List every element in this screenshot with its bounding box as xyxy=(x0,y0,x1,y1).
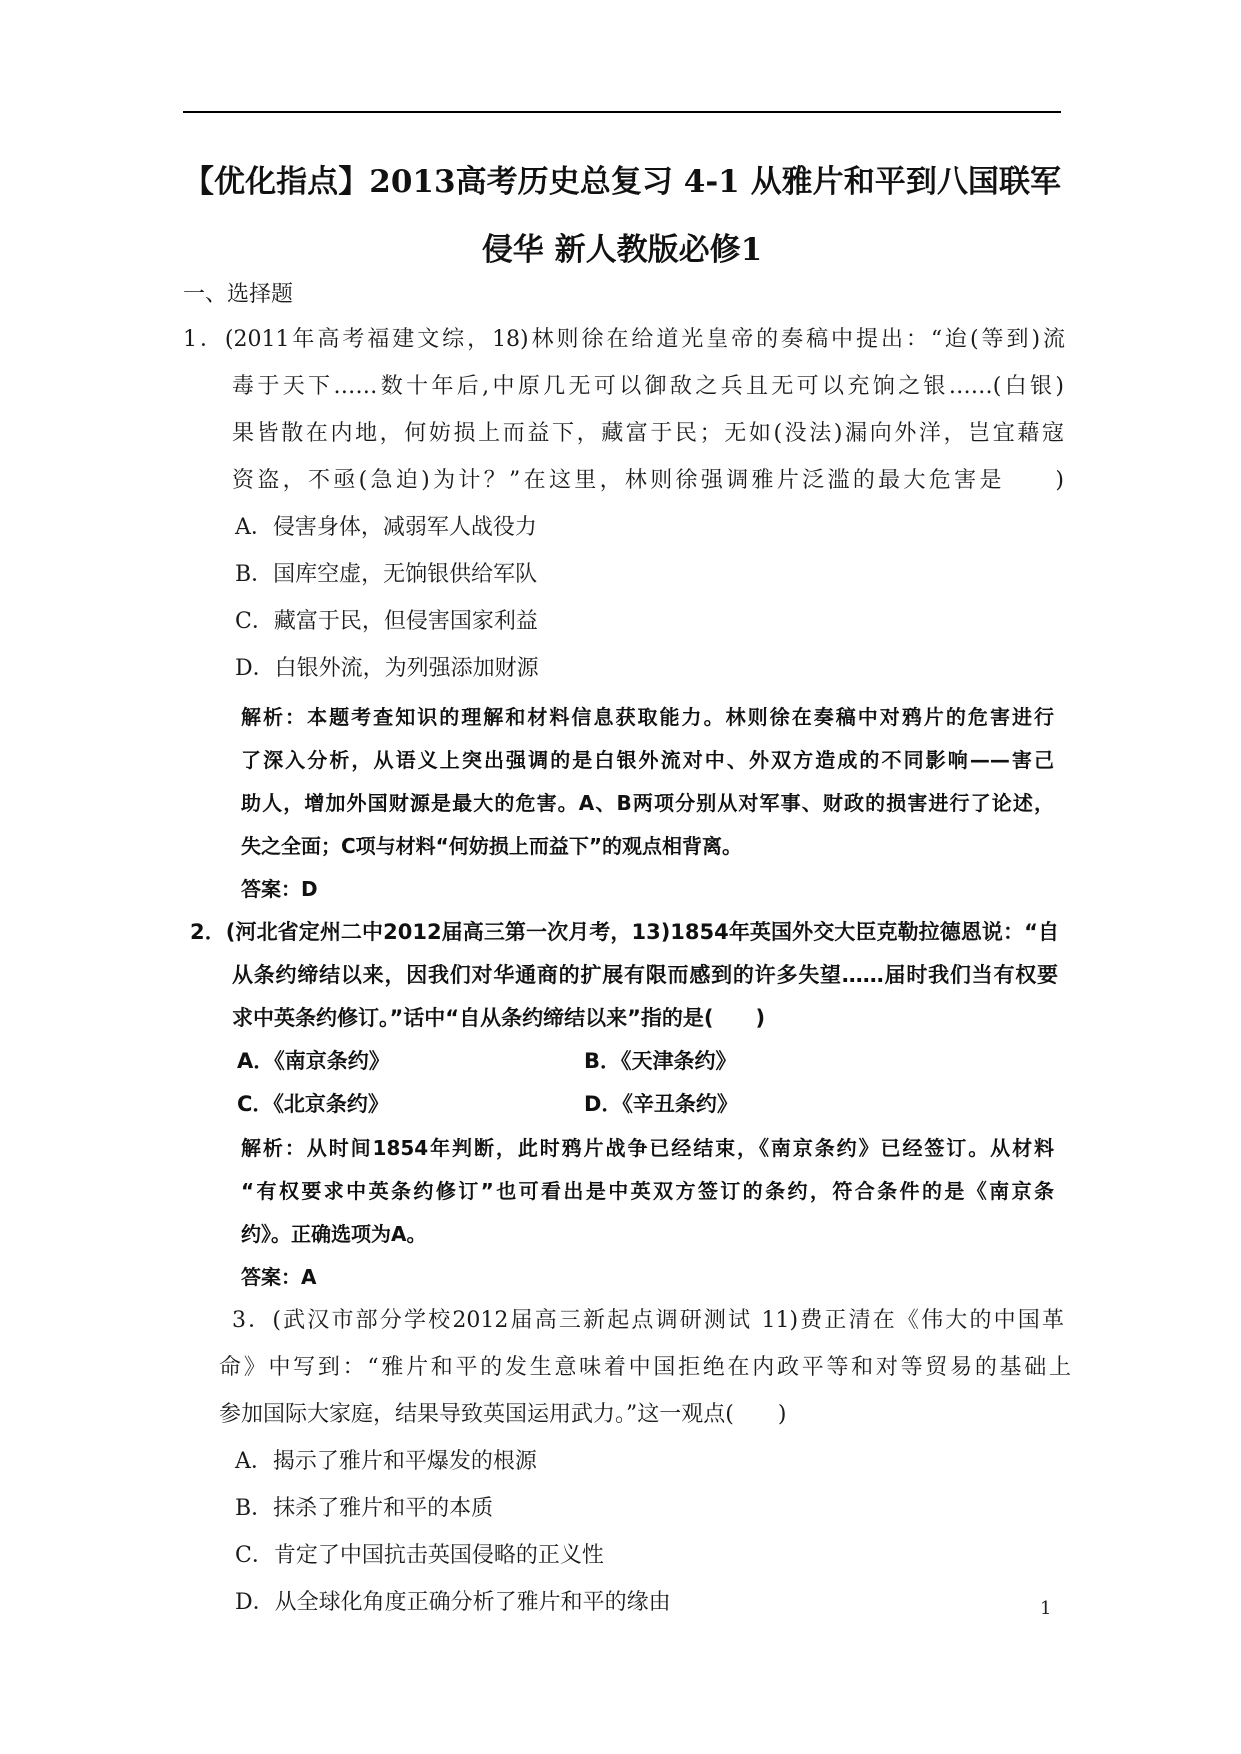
analysis-line: 失之全面；C项与材料“何妨损上而益下”的观点相背离。 xyxy=(241,834,742,858)
question-text-line: 2．(河北省定州二中2012届高三第一次月考，13)1854年英国外交大臣克勒拉德恩说：“自 xyxy=(190,920,1059,944)
analysis-line: “有权要求中英条约修订”也可看出是中英双方签订的条约，符合条件的是《南京条 xyxy=(241,1179,1054,1203)
question-text-line: 1．(2011年高考福建文综，18)林则徐在给道光皇帝的奏稿中提出：“迨(等到)流 xyxy=(183,327,1065,352)
option-a: A．《南京条约》 xyxy=(237,1049,390,1073)
option-d: D．白银外流，为列强添加财源 xyxy=(235,656,539,681)
document-title-line-1: 【优化指点】2013高考历史总复习 4-1 从雅片和平到八国联军 xyxy=(183,164,1061,200)
option-d: D．《辛丑条约》 xyxy=(584,1092,738,1116)
option-b: B．抹杀了雅片和平的本质 xyxy=(235,1496,494,1521)
question-text-line: 3．(武汉市部分学校2012届高三新起点调研测试 11)费正清在《伟大的中国革 xyxy=(232,1308,1064,1333)
question-text-line: 果皆散在内地，何妨损上而益下，藏富于民；无如(没法)漏向外洋，岂宜藉寇 xyxy=(232,421,1064,446)
document-title-line-2: 侵华 新人教版必修1 xyxy=(481,232,763,268)
page-number: 1 xyxy=(1040,1598,1052,1619)
question-text-line: 求中英条约修订。”话中“自从条约缔结以来”指的是( ) xyxy=(232,1006,766,1030)
option-b: B．《天津条约》 xyxy=(584,1049,737,1073)
section-heading: 一、选择题 xyxy=(183,282,294,307)
option-c: C．《北京条约》 xyxy=(237,1092,389,1116)
option-c: C．肯定了中国抗击英国侵略的正义性 xyxy=(235,1543,604,1568)
question-text-line: 资盗，不亟(急迫)为计？”在这里，林则徐强调雅片泛滥的最大危害是 ) xyxy=(232,468,1064,493)
answer: 答案：A xyxy=(241,1265,317,1289)
analysis-line: 了深入分析，从语义上突出强调的是白银外流对中、外双方造成的不同影响——害己 xyxy=(241,748,1054,772)
question-text-line: 毒于天下……数十年后,中原几无可以御敌之兵且无可以充饷之银……(白银) xyxy=(232,374,1064,399)
header-rule xyxy=(183,111,1061,113)
option-d: D．从全球化角度正确分析了雅片和平的缘由 xyxy=(235,1590,671,1615)
option-b: B．国库空虚，无饷银供给军队 xyxy=(235,562,538,587)
option-a: A．揭示了雅片和平爆发的根源 xyxy=(235,1449,537,1474)
option-a: A．侵害身体，减弱军人战役力 xyxy=(235,515,537,540)
question-text-line: 参加国际大家庭，结果导致英国运用武力。”这一观点( ) xyxy=(219,1402,787,1427)
analysis-line: 约》。正确选项为A。 xyxy=(241,1222,427,1246)
question-text-line: 命》中写到：“雅片和平的发生意味着中国拒绝在内政平等和对等贸易的基础上 xyxy=(219,1355,1071,1380)
analysis-line: 助人，增加外国财源是最大的危害。A、B两项分别从对军事、财政的损害进行了论述， xyxy=(241,791,1054,815)
option-c: C．藏富于民，但侵害国家利益 xyxy=(235,609,538,634)
answer: 答案：D xyxy=(241,877,318,901)
analysis-line: 解析：本题考查知识的理解和材料信息获取能力。林则徐在奏稿中对鸦片的危害进行 xyxy=(241,705,1054,729)
question-text-line: 从条约缔结以来，因我们对华通商的扩展有限而感到的许多失望……届时我们当有权要 xyxy=(232,963,1058,987)
analysis-line: 解析：从时间1854年判断，此时鸦片战争已经结束，《南京条约》已经签订。从材料 xyxy=(241,1136,1054,1160)
